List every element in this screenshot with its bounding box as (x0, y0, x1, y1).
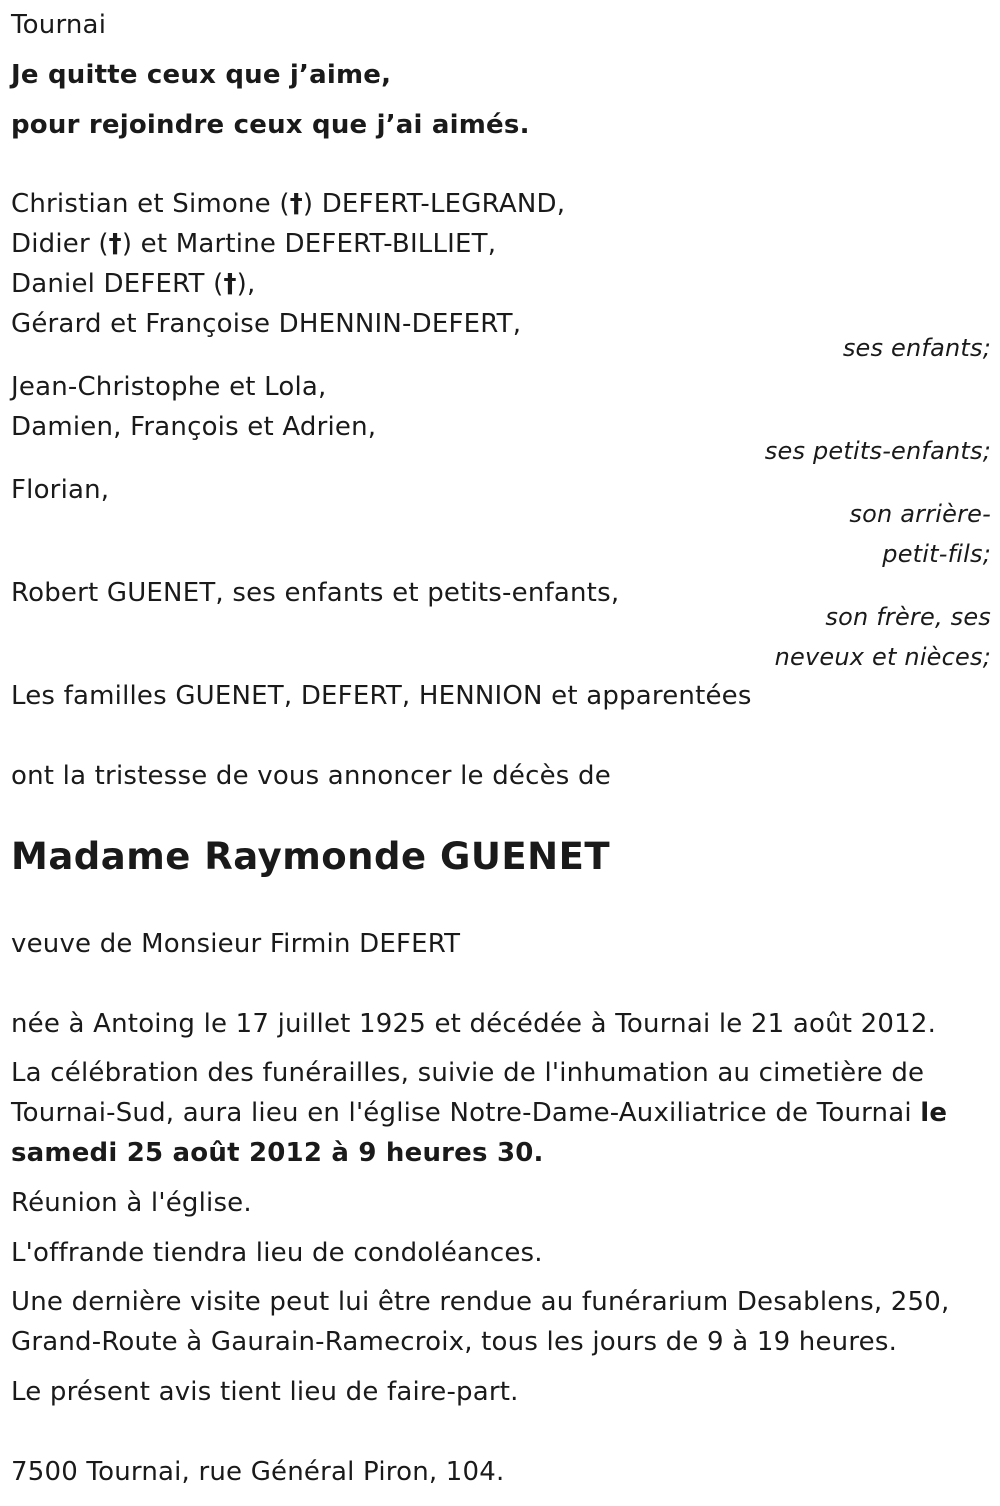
widow-line: veuve de Monsieur Firmin DEFERT (11, 929, 461, 959)
address-line: 7500 Tournai, rue Général Piron, 104. (11, 1457, 505, 1487)
children-line-1: Christian et Simone (†) DEFERT-LEGRAND, (11, 189, 566, 219)
announcement-line: ont la tristesse de vous annoncer le décès de (11, 761, 611, 791)
quote-line-1: Je quitte ceux que j’aime, (11, 60, 392, 90)
notice-line: Le présent avis tient lieu de faire-part. (11, 1377, 519, 1407)
quote-line-2: pour rejoindre ceux que j’ai aimés. (11, 110, 530, 140)
grandchildren-line-1: Jean-Christophe et Lola, (11, 372, 327, 402)
cross-icon: † (289, 189, 303, 219)
birth-death-line: née à Antoing le 17 juillet 1925 et décédée à Tournai le 21 août 2012. (11, 1009, 937, 1039)
children-role: ses enfants; (842, 334, 991, 362)
brother-role-2: neveux et nièces; (774, 643, 991, 671)
children-line-4: Gérard et Françoise DHENNIN-DEFERT, (11, 309, 522, 339)
visit-line-2: Grand-Route à Gaurain-Ramecroix, tous les jours de 9 à 19 heures. (11, 1327, 898, 1357)
visit-line-1: Une dernière visite peut lui être rendue au funérarium Desablens, 250, (11, 1287, 950, 1317)
meeting-line: Réunion à l'église. (11, 1188, 252, 1218)
children-line-2: Didier (†) et Martine DEFERT-BILLIET, (11, 229, 497, 259)
children-line-3: Daniel DEFERT (†), (11, 269, 256, 299)
city-heading: Tournai (11, 10, 107, 40)
grandchildren-role: ses petits-enfants; (764, 437, 991, 465)
offering-line: L'offrande tiendra lieu de condoléances. (11, 1238, 543, 1268)
great-grandchild-line: Florian, (11, 475, 110, 505)
great-grandchild-role-2: petit-fils; (882, 540, 991, 568)
cross-icon: † (223, 269, 237, 299)
funeral-date-start: le (920, 1098, 948, 1128)
brother-role-1: son frère, ses (825, 603, 991, 631)
grandchildren-line-2: Damien, François et Adrien, (11, 412, 377, 442)
deceased-name: Madame Raymonde GUENET (11, 835, 611, 878)
funeral-line-1: La célébration des funérailles, suivie de l'inhumation au cimetière de (11, 1058, 925, 1088)
funeral-date-line: samedi 25 août 2012 à 9 heures 30. (11, 1138, 544, 1168)
families-line: Les familles GUENET, DEFERT, HENNION et apparentées (11, 681, 752, 711)
funeral-line-2: Tournai-Sud, aura lieu en l'église Notre-Dame-Auxiliatrice de Tournai le (11, 1098, 948, 1128)
brother-line: Robert GUENET, ses enfants et petits-enfants, (11, 578, 620, 608)
great-grandchild-role-1: son arrière- (849, 500, 991, 528)
cross-icon: † (108, 229, 122, 259)
